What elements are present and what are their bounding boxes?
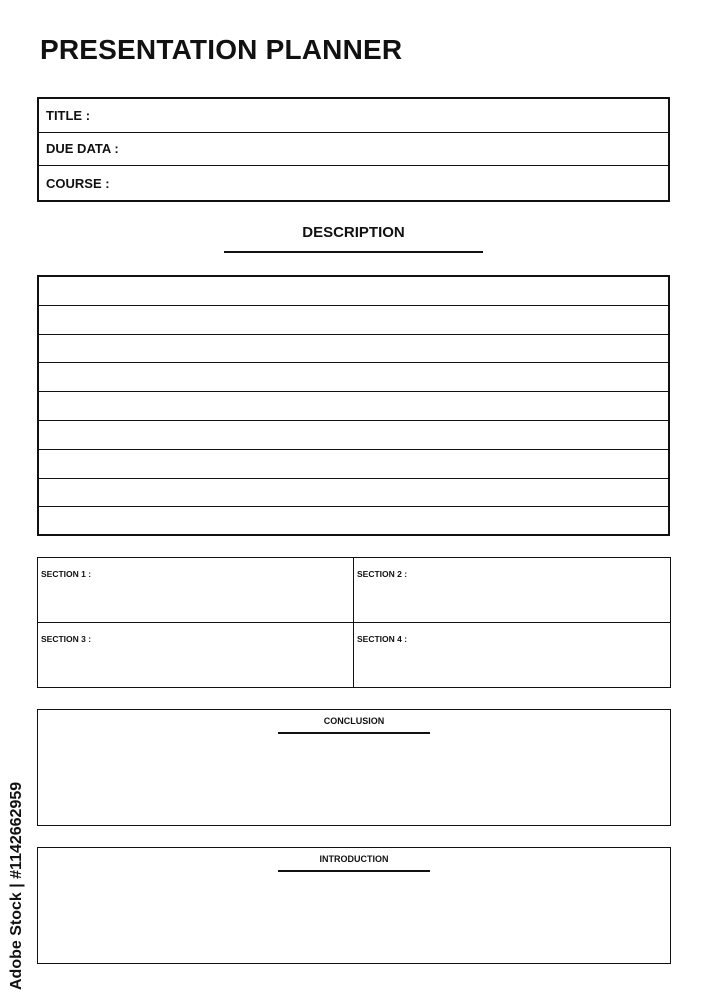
introduction-heading: INTRODUCTION	[319, 854, 389, 864]
section-3-box[interactable]	[38, 623, 354, 688]
section-2-label: SECTION 2 :	[357, 569, 408, 579]
description-line[interactable]	[39, 306, 668, 335]
course-field-label: COURSE :	[46, 175, 110, 191]
description-underline	[224, 251, 483, 253]
due-date-field-label: DUE DATA :	[46, 141, 119, 157]
description-line[interactable]	[39, 363, 668, 392]
description-line[interactable]	[39, 450, 668, 479]
description-heading: DESCRIPTION	[302, 224, 405, 241]
introduction-underline	[278, 870, 430, 872]
stock-watermark: Adobe Stock | #1142662959	[8, 781, 25, 990]
description-line[interactable]	[39, 421, 668, 450]
conclusion-heading: CONCLUSION	[323, 716, 385, 726]
info-box	[37, 97, 670, 202]
introduction-box[interactable]	[37, 847, 671, 964]
section-1-label: SECTION 1 :	[41, 569, 92, 579]
course-field[interactable]	[39, 166, 668, 200]
description-lines-box[interactable]	[37, 275, 670, 536]
description-line[interactable]	[39, 392, 668, 421]
due-date-field[interactable]	[39, 133, 668, 167]
conclusion-box[interactable]	[37, 709, 671, 826]
description-line[interactable]	[39, 335, 668, 364]
title-field-label: TITLE :	[46, 107, 91, 123]
conclusion-underline	[278, 732, 430, 734]
section-2-box[interactable]	[354, 558, 670, 623]
section-4-box[interactable]	[354, 623, 670, 688]
title-field[interactable]	[39, 99, 668, 133]
page-title: PRESENTATION PLANNER	[40, 34, 403, 65]
description-line[interactable]	[39, 277, 668, 306]
section-3-label: SECTION 3 :	[41, 633, 92, 644]
description-line[interactable]	[39, 507, 668, 536]
section-4-label: SECTION 4 :	[357, 633, 408, 644]
section-grid	[37, 557, 671, 688]
section-1-box[interactable]	[38, 558, 354, 623]
description-line[interactable]	[39, 479, 668, 508]
